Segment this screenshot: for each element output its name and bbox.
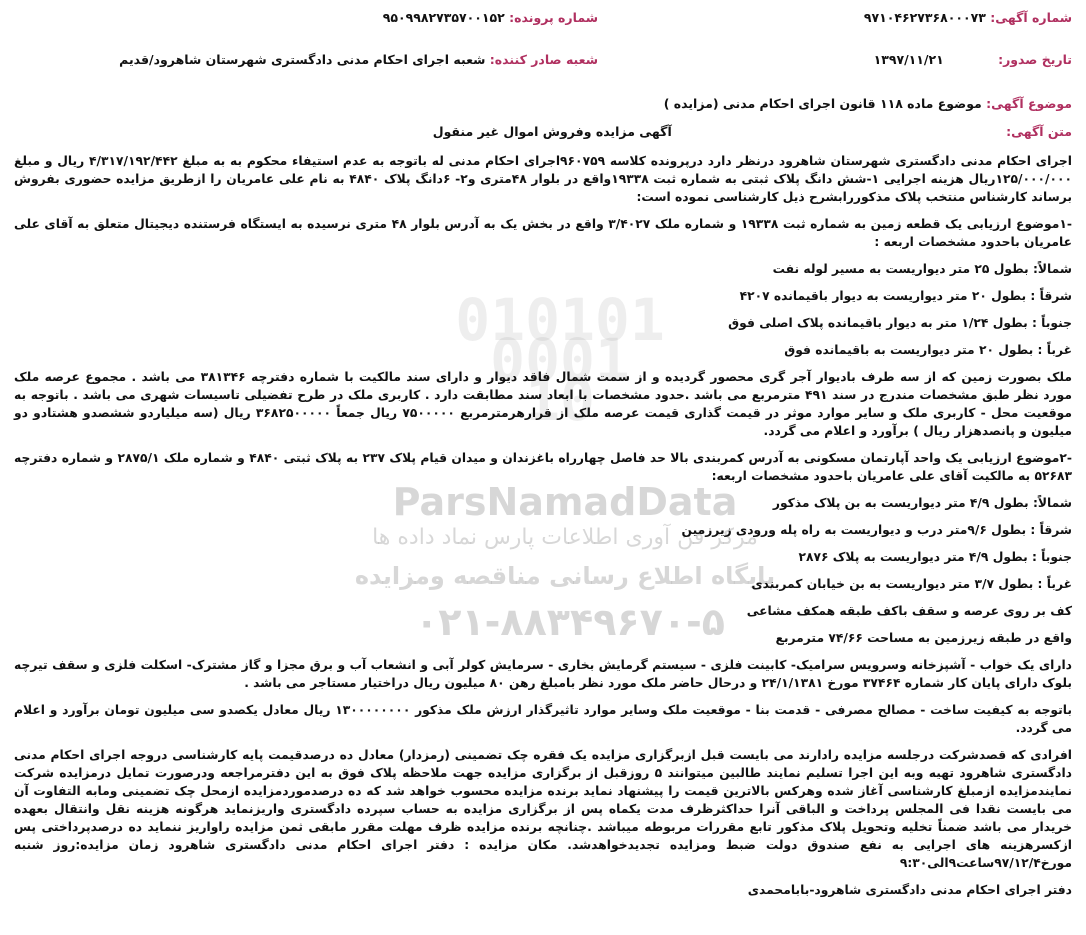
item2-boundary-south: جنوباً : بطول ۴/۹ متر دیواریست به پلاک ۲۸۷۶	[798, 550, 1072, 564]
subject-value: موضوع ماده ۱۱۸ قانون اجرای احکام مدنی (مزایده )	[663, 96, 982, 111]
case-number-value: ۹۵۰۹۹۸۲۷۳۵۷۰۰۱۵۲	[382, 10, 505, 25]
item1-valuation: ملک بصورت زمین که از سه طرف بادیوار آجر گری محصور گردیده و از سمت شمال فاقد دیوار و دارای سند مالکیت با شماره دفترچه ۳۸۱۳۴۶ می باشد . مجموع عرصه ملک مورد نظر طبق مشخصات مندرج در سند ۴۹۱ مترمربع می باشد .حدود مشخصات با ابعاد سند مطابقت دارد . کاربری ملک در طرح تفضیلی تاسیسات شهری می باشد . باتوجه به موقعیت محل - کاربری ملک و سایر موارد موثر در قیمت گذاری قیمت عرصه ملک از قرارهرمترمربع ۷۵۰۰۰۰۰ ریال جمعاً ۳۶۸۲۵۰۰۰۰۰ ریال (سه میلیاردو ششصدو هشتادو دو میلیون و پانصدهزار ریال ) برآورد و اعلام می گردد.	[14, 370, 1072, 438]
subject	[664, 96, 1072, 111]
item2-boundary-west: غرباً : بطول ۳/۷ متر دیواریست به بن خیابان کمربندی	[751, 577, 1072, 591]
item2-boundary-north: شمالاً: بطول ۴/۹ متر دیواریست به بن پلاک مذکور	[772, 496, 1072, 510]
issue-date	[874, 52, 1072, 67]
item1-boundary-east: شرقاً : بطول ۲۰ متر دیواریست به دیوار باقیمانده ۴۲۰۷	[739, 289, 1072, 303]
watermark-brand: ParsNamadData	[392, 480, 738, 524]
ad-number	[864, 10, 1072, 25]
notice-body	[14, 152, 1072, 908]
notice-title: آگهی مزایده وفروش اموال غیر منقول	[432, 124, 672, 139]
case-number	[383, 10, 598, 25]
item1-boundary-north: شمالاً: بطول ۲۵ متر دیواریست به مسیر لوله نفت	[772, 262, 1072, 276]
text-label: متن آگهی:	[1006, 124, 1072, 139]
item1-boundary-south: جنوباً : بطول ۱/۲۴ متر به دیوار باقیمانده پلاک اصلی فوق	[728, 316, 1072, 330]
case-number-label: شماره پرونده:	[509, 10, 598, 25]
item2-area: واقع در طبقه زیرزمین به مساحت ۷۴/۶۶ مترمربع	[775, 631, 1072, 645]
ad-number-label: شماره آگهی:	[990, 10, 1072, 25]
item2-features: دارای یک خواب - آشپزخانه وسرویس سرامیک- کابینت فلزی - سیستم گرمایش بخاری - سرمایش کولر آبی و انشعاب آب و برق مجزا و گاز مشترک- اسکلت فلزی و سقف تیرچه بلوک دارای پایان کار شماره ۳۷۴۶۴ مورخ ۲۴/۱/۱۳۸۱ و درحال حاضر ملک مورد نظر بامبلغ رهن ۸۰ میلیون ریال دراختیار مستاجر می باشد .	[14, 658, 1072, 690]
item1-boundary-west: غرباً : بطول ۲۰ متر دیواریست به باقیمانده فوق	[784, 343, 1072, 357]
issuer-label: شعبه صادر کننده:	[489, 52, 598, 67]
watermark-tagline: مرکز فن آوری اطلاعات پارس نماد داده ها	[372, 525, 758, 550]
text-heading	[433, 124, 1072, 139]
intro-paragraph: اجرای احکام مدنی دادگستری شهرستان شاهرود درنظر دارد درپرونده کلاسه ۹۶۰۷۵۹اجرای احکام مدنی له باتوجه به عدم استیفاء محکوم به به مبلغ ۴/۳۱۷/۱۹۲/۴۴۲ ریال و مبلغ ۱۲۵/۰۰۰/۰۰۰ریال هزینه اجرایی ۱-شش دانگ پلاک ثبتی به شماره ثبت ۱۹۳۳۸واقع در بلوار ۴۸متری و۲- ۶دانگ پلاک ۴۸۴۰ به نام علی عامریان را ازطریق مزایده حضوری بفروش برساند کارشناس منتخب پلاک مذکوررابشرح ذیل کارشناسی نموده است:	[14, 154, 1073, 204]
signature: دفتر اجرای احکام مدنی دادگستری شاهرود-بابامحمدی	[747, 883, 1072, 897]
issue-date-label: تاریخ صدور:	[998, 52, 1072, 67]
item2-valuation: باتوجه به کیفیت ساخت - مصالح مصرفی - قدمت بنا - موقعیت ملک وسایر موارد تاثیرگذار ارزش ملک مذکور ۱۳۰۰۰۰۰۰۰۰ ریال معادل یکصدو سی میلیون تومان برآورد و اعلام می گردد.	[14, 703, 1072, 735]
issuer	[119, 52, 598, 67]
auction-conditions: افرادی که قصدشرکت درجلسه مزایده رادارند می بایست قبل ازبرگزاری مزایده یک فقره چک تضمینی (رمزدار) معادل ده درصدقیمت پایه کارشناسی دروجه اجرای احکام مدنی دادگستری شاهرود تهیه وبه این اجرا تسلیم نمایند طالبین میتوانند ۵ روزقبل از برگزاری مزایده جهت ملاحظه پلاک فوق به این دفترمراجعه ودرصورت تمایل درمزایده شرکت نمایندمزایده ازمبلغ کارشناسی آغاز شده وهرکس بالاترین قیمت را پیشنهاد نماید برنده مزایده محسوب خواهد شد که ده درصدموردمزایده ازمحل چک تضمینی ومابه التفاوت آن می بایست نقدا فی المجلس پرداخت و الباقی آنرا حداکثرظرف مدت یکماه پس از برگزاری مزایده به حساب سپرده دادگستری واریزنماید هرگونه هزینه نقل وانتقال بعهده خریدار می باشد ضمناً تخلیه وتحویل پلاک مذکور تابع مقررات مربوطه میباشد .چنانچه برنده مزایده ظرف مهلت مقرر مابقی ثمن مزایده راواریز ننماید ده درصدپرداختی پس ازکسرهزینه های اجرایی به نفع صندوق دولت ضبط ومزایده تجدیدخواهدشد. مکان مزایده : دفتر اجرای احکام مدنی دادگستری شاهرود زمان مزایده:روز شنبه مورخ۹۷/۱۲/۴ساعت۹الی۹:۳۰	[14, 748, 1072, 870]
ad-number-value: ۹۷۱۰۴۶۲۷۳۶۸۰۰۰۷۳	[863, 10, 986, 25]
item2-boundary-east: شرقاً : بطول ۹/۶متر درب و دیواریست به راه پله ورودی زیرزمین	[681, 523, 1072, 537]
watermark-digits: 010101 0001 10	[455, 286, 665, 434]
issue-date-value: ۱۳۹۷/۱۱/۲۱	[873, 52, 944, 67]
watermark-phone: ۰۲۱-۸۸۳۴۹۶۷۰-۵	[415, 600, 725, 644]
issuer-value: شعبه اجرای احکام مدنی دادگستری شهرستان شاهرود/قدیم	[119, 52, 486, 67]
watermark-subtitle: پایگاه اطلاع رسانی مناقصه ومزایده	[354, 562, 776, 590]
item2-paragraph: -۲موضوع ارزیابی یک واحد آپارتمان مسکونی به آدرس کمربندی بالا حد فاصل چهارراه باغزندان و میدان قیام پلاک ۲۳۷ به پلاک ثبتی ۴۸۴۰ و شماره ملک ۲۸۷۵/۱ و شماره دفترچه ۵۲۶۸۳ به مالکیت آقای علی عامریان باحدود مشخصات اربعه:	[14, 451, 1072, 483]
item1-paragraph: -۱موضوع ارزیابی یک قطعه زمین به شماره ثبت ۱۹۳۳۸ و شماره ملک ۳/۴۰۲۷ واقع در بخش یک به آدرس بلوار ۴۸ متری نرسیده به ایستگاه فرستنده دیجیتال متعلق به آقای علی عامریان باحدود مشخصات اربعه :	[14, 217, 1072, 249]
subject-label: موضوع آگهی:	[986, 96, 1072, 111]
item2-floor: کف بر روی عرصه و سقف باکف طبقه همکف مشاعی	[746, 604, 1072, 618]
